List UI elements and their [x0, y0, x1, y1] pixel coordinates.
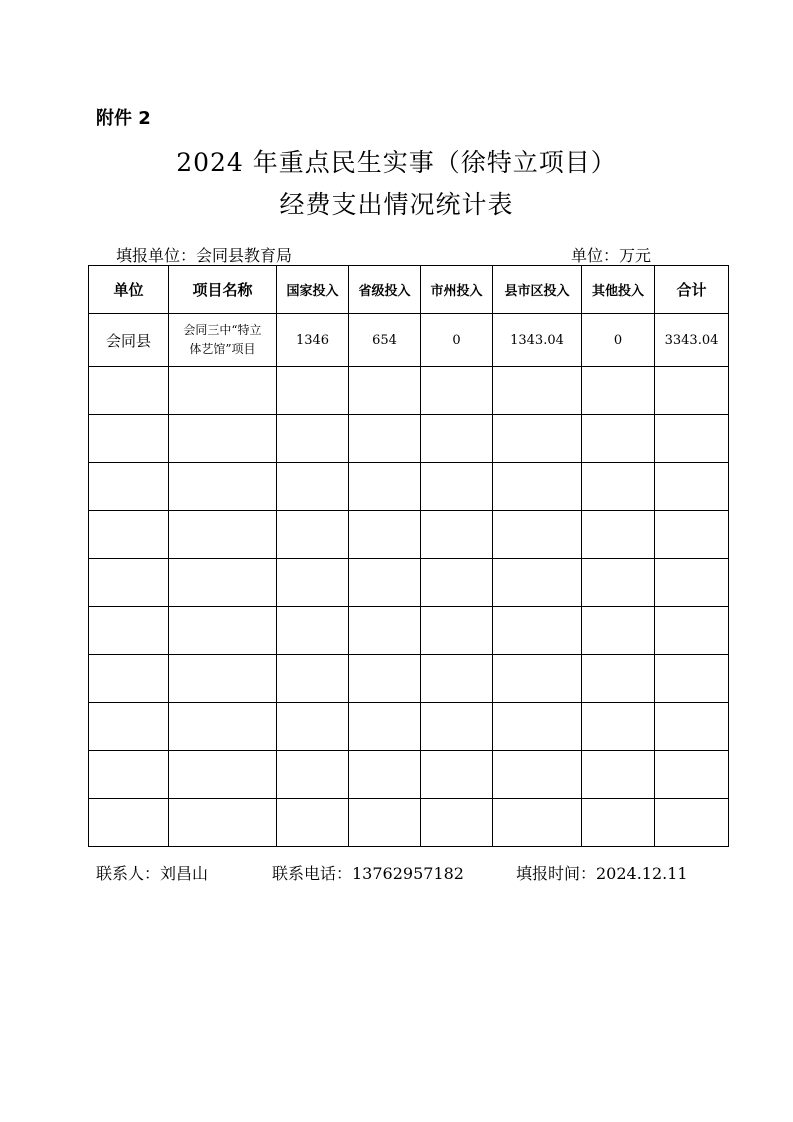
cell-total: 3343.04: [655, 314, 729, 367]
cell-city: 0: [421, 314, 493, 367]
header-project-name: 项目名称: [169, 266, 277, 314]
empty-cell: [421, 607, 493, 655]
attachment-label: 附件 2: [96, 108, 151, 129]
empty-cell: [655, 607, 729, 655]
empty-table-row: [89, 463, 729, 511]
empty-cell: [421, 511, 493, 559]
empty-cell: [493, 751, 582, 799]
empty-cell: [582, 463, 655, 511]
empty-table-row: [89, 367, 729, 415]
empty-cell: [89, 511, 169, 559]
empty-cell: [169, 751, 277, 799]
empty-cell: [89, 415, 169, 463]
empty-cell: [349, 367, 421, 415]
empty-cell: [169, 799, 277, 847]
empty-table-row: [89, 559, 729, 607]
empty-cell: [169, 511, 277, 559]
empty-cell: [493, 463, 582, 511]
header-county-investment: 县市区投入: [493, 266, 582, 314]
table-row: [89, 314, 729, 367]
empty-cell: [655, 751, 729, 799]
empty-cell: [493, 367, 582, 415]
empty-cell: [655, 799, 729, 847]
empty-table-row: [89, 703, 729, 751]
cell-project-name: [169, 314, 277, 367]
empty-table-row: [89, 511, 729, 559]
filling-unit: 填报单位：会同县教育局: [116, 246, 293, 265]
header-city-investment: 市州投入: [421, 266, 493, 314]
cell-county: 1343.04: [493, 314, 582, 367]
empty-cell: [655, 511, 729, 559]
empty-cell: [169, 655, 277, 703]
empty-cell: [582, 511, 655, 559]
header-other-investment: 其他投入: [582, 266, 655, 314]
header-provincial-investment: 省级投入: [349, 266, 421, 314]
empty-cell: [421, 799, 493, 847]
empty-cell: [349, 751, 421, 799]
empty-cell: [655, 463, 729, 511]
empty-cell: [582, 655, 655, 703]
cell-provincial: 654: [349, 314, 421, 367]
empty-table-row: [89, 751, 729, 799]
empty-cell: [582, 415, 655, 463]
empty-cell: [277, 655, 349, 703]
empty-cell: [277, 559, 349, 607]
empty-cell: [277, 799, 349, 847]
empty-table-row: [89, 607, 729, 655]
empty-cell: [277, 511, 349, 559]
empty-cell: [421, 655, 493, 703]
empty-cell: [89, 607, 169, 655]
empty-cell: [349, 799, 421, 847]
empty-cell: [493, 559, 582, 607]
empty-cell: [582, 559, 655, 607]
project-name-line2: 体艺馆”项目: [189, 342, 256, 356]
empty-cell: [89, 463, 169, 511]
empty-cell: [349, 415, 421, 463]
empty-cell: [655, 559, 729, 607]
empty-cell: [421, 463, 493, 511]
empty-cell: [493, 655, 582, 703]
empty-cell: [89, 799, 169, 847]
empty-cell: [421, 367, 493, 415]
empty-cell: [655, 655, 729, 703]
cell-other: 0: [582, 314, 655, 367]
empty-cell: [277, 415, 349, 463]
unit-label: 单位：万元: [571, 246, 652, 265]
empty-cell: [349, 607, 421, 655]
empty-cell: [169, 415, 277, 463]
empty-cell: [277, 703, 349, 751]
cell-national: 1346: [277, 314, 349, 367]
empty-cell: [169, 463, 277, 511]
empty-cell: [582, 703, 655, 751]
empty-cell: [89, 367, 169, 415]
project-name-line1: 会同三中“特立: [183, 323, 262, 337]
empty-cell: [89, 559, 169, 607]
empty-cell: [421, 415, 493, 463]
empty-cell: [169, 367, 277, 415]
empty-rows: [89, 367, 729, 847]
empty-cell: [655, 703, 729, 751]
empty-cell: [277, 367, 349, 415]
empty-cell: [582, 607, 655, 655]
fill-date: 填报时间：2024.12.11: [516, 864, 688, 883]
empty-cell: [349, 559, 421, 607]
page-title: 2024 年重点民生实事（徐特立项目）: [176, 148, 617, 177]
empty-cell: [169, 703, 277, 751]
empty-cell: [169, 607, 277, 655]
empty-table-row: [89, 415, 729, 463]
empty-cell: [421, 703, 493, 751]
empty-table-row: [89, 799, 729, 847]
empty-table-row: [89, 655, 729, 703]
empty-cell: [493, 415, 582, 463]
empty-cell: [493, 511, 582, 559]
empty-cell: [655, 367, 729, 415]
page-subtitle: 经费支出情况统计表: [279, 190, 514, 219]
empty-cell: [582, 367, 655, 415]
empty-cell: [89, 655, 169, 703]
header-national-investment: 国家投入: [277, 266, 349, 314]
empty-cell: [493, 799, 582, 847]
cell-unit: 会同县: [89, 314, 169, 367]
empty-cell: [277, 751, 349, 799]
empty-cell: [493, 607, 582, 655]
empty-cell: [277, 607, 349, 655]
empty-cell: [421, 751, 493, 799]
empty-cell: [349, 655, 421, 703]
empty-cell: [421, 559, 493, 607]
header-total: 合计: [655, 266, 729, 314]
empty-cell: [349, 511, 421, 559]
empty-cell: [349, 703, 421, 751]
empty-cell: [89, 751, 169, 799]
empty-cell: [349, 463, 421, 511]
empty-cell: [277, 463, 349, 511]
contact-phone: 联系电话：13762957182: [272, 864, 464, 883]
empty-cell: [582, 751, 655, 799]
empty-cell: [169, 559, 277, 607]
empty-cell: [493, 703, 582, 751]
table-header-row: [89, 266, 729, 314]
empty-cell: [89, 703, 169, 751]
empty-cell: [655, 415, 729, 463]
contact-person: 联系人：刘昌山: [96, 864, 209, 883]
empty-cell: [582, 799, 655, 847]
expense-table: [88, 265, 729, 847]
header-unit: 单位: [89, 266, 169, 314]
